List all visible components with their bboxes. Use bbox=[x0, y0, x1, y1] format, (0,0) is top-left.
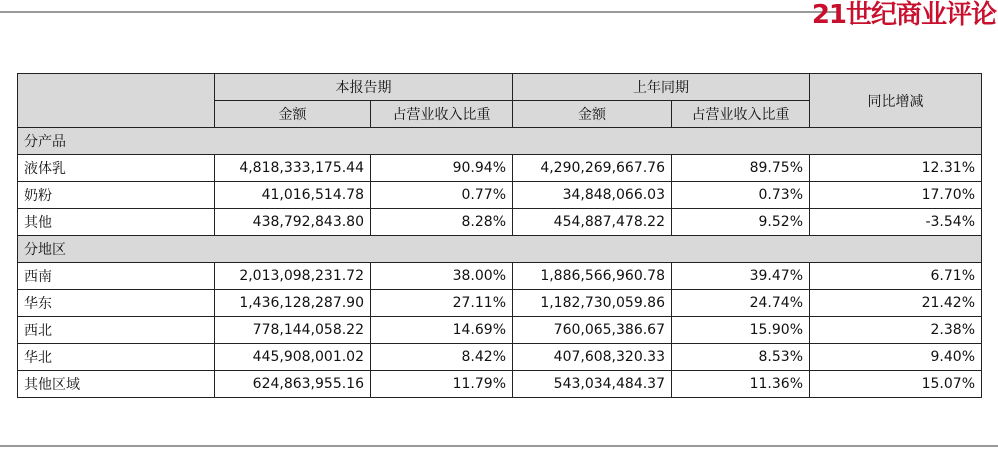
revenue-breakdown-table bbox=[17, 73, 982, 398]
prior-amount-cell: 34,848,066.03 bbox=[513, 182, 672, 209]
prior-amount-cell: 760,065,386.67 bbox=[513, 317, 672, 344]
table-body bbox=[18, 128, 982, 398]
prior-amount-cell: 4,290,269,667.76 bbox=[513, 155, 672, 182]
section-header-row bbox=[18, 128, 982, 155]
prior-amount-cell: 1,886,566,960.78 bbox=[513, 263, 672, 290]
prior-share-cell: 39.47% bbox=[672, 263, 810, 290]
current-share-cell: 11.79% bbox=[371, 371, 513, 398]
prior-share-cell: 8.53% bbox=[672, 344, 810, 371]
table-row bbox=[18, 371, 982, 398]
section-header-row bbox=[18, 236, 982, 263]
table-row bbox=[18, 344, 982, 371]
current-share-cell: 8.42% bbox=[371, 344, 513, 371]
current-amount-cell: 778,144,058.22 bbox=[215, 317, 371, 344]
current-share-cell: 27.11% bbox=[371, 290, 513, 317]
yoy-change-cell: 21.42% bbox=[810, 290, 982, 317]
current-amount-cell: 4,818,333,175.44 bbox=[215, 155, 371, 182]
current-amount-cell: 41,016,514.78 bbox=[215, 182, 371, 209]
prior-share-cell: 89.75% bbox=[672, 155, 810, 182]
row-label: 奶粉 bbox=[18, 182, 215, 209]
table-row bbox=[18, 263, 982, 290]
current-share-cell: 14.69% bbox=[371, 317, 513, 344]
table-row bbox=[18, 209, 982, 236]
yoy-change-cell: 15.07% bbox=[810, 371, 982, 398]
brand-logo: 21世纪商业评论 bbox=[811, 0, 996, 30]
table-row bbox=[18, 155, 982, 182]
table-row bbox=[18, 317, 982, 344]
prior-share-cell: 9.52% bbox=[672, 209, 810, 236]
bottom-divider bbox=[0, 445, 998, 447]
yoy-change-cell: 12.31% bbox=[810, 155, 982, 182]
current-share-cell: 38.00% bbox=[371, 263, 513, 290]
row-label: 西南 bbox=[18, 263, 215, 290]
header-current-share: 占营业收入比重 bbox=[371, 101, 513, 128]
header-current-period: 本报告期 bbox=[215, 74, 513, 101]
row-label: 其他 bbox=[18, 209, 215, 236]
header-yoy-change: 同比增减 bbox=[810, 74, 982, 128]
prior-share-cell: 15.90% bbox=[672, 317, 810, 344]
current-amount-cell: 2,013,098,231.72 bbox=[215, 263, 371, 290]
header-blank-cell bbox=[18, 74, 215, 128]
current-share-cell: 90.94% bbox=[371, 155, 513, 182]
section-title: 分产品 bbox=[18, 128, 982, 155]
header-prior-amount: 金额 bbox=[513, 101, 672, 128]
header-prior-share: 占营业收入比重 bbox=[672, 101, 810, 128]
yoy-change-cell: 17.70% bbox=[810, 182, 982, 209]
prior-share-cell: 0.73% bbox=[672, 182, 810, 209]
row-label: 液体乳 bbox=[18, 155, 215, 182]
header-current-amount: 金额 bbox=[215, 101, 371, 128]
row-label: 华北 bbox=[18, 344, 215, 371]
table-row bbox=[18, 290, 982, 317]
prior-amount-cell: 1,182,730,059.86 bbox=[513, 290, 672, 317]
section-title: 分地区 bbox=[18, 236, 982, 263]
current-amount-cell: 1,436,128,287.90 bbox=[215, 290, 371, 317]
row-label: 西北 bbox=[18, 317, 215, 344]
current-share-cell: 0.77% bbox=[371, 182, 513, 209]
yoy-change-cell: 9.40% bbox=[810, 344, 982, 371]
prior-amount-cell: 407,608,320.33 bbox=[513, 344, 672, 371]
current-amount-cell: 445,908,001.02 bbox=[215, 344, 371, 371]
prior-amount-cell: 543,034,484.37 bbox=[513, 371, 672, 398]
current-share-cell: 8.28% bbox=[371, 209, 513, 236]
header-row-1 bbox=[18, 74, 982, 101]
current-amount-cell: 624,863,955.16 bbox=[215, 371, 371, 398]
row-label: 华东 bbox=[18, 290, 215, 317]
row-label: 其他区域 bbox=[18, 371, 215, 398]
yoy-change-cell: 6.71% bbox=[810, 263, 982, 290]
current-amount-cell: 438,792,843.80 bbox=[215, 209, 371, 236]
prior-share-cell: 24.74% bbox=[672, 290, 810, 317]
prior-amount-cell: 454,887,478.22 bbox=[513, 209, 672, 236]
table-row bbox=[18, 182, 982, 209]
top-divider bbox=[0, 11, 838, 13]
yoy-change-cell: 2.38% bbox=[810, 317, 982, 344]
prior-share-cell: 11.36% bbox=[672, 371, 810, 398]
header-prior-period: 上年同期 bbox=[513, 74, 810, 101]
yoy-change-cell: -3.54% bbox=[810, 209, 982, 236]
